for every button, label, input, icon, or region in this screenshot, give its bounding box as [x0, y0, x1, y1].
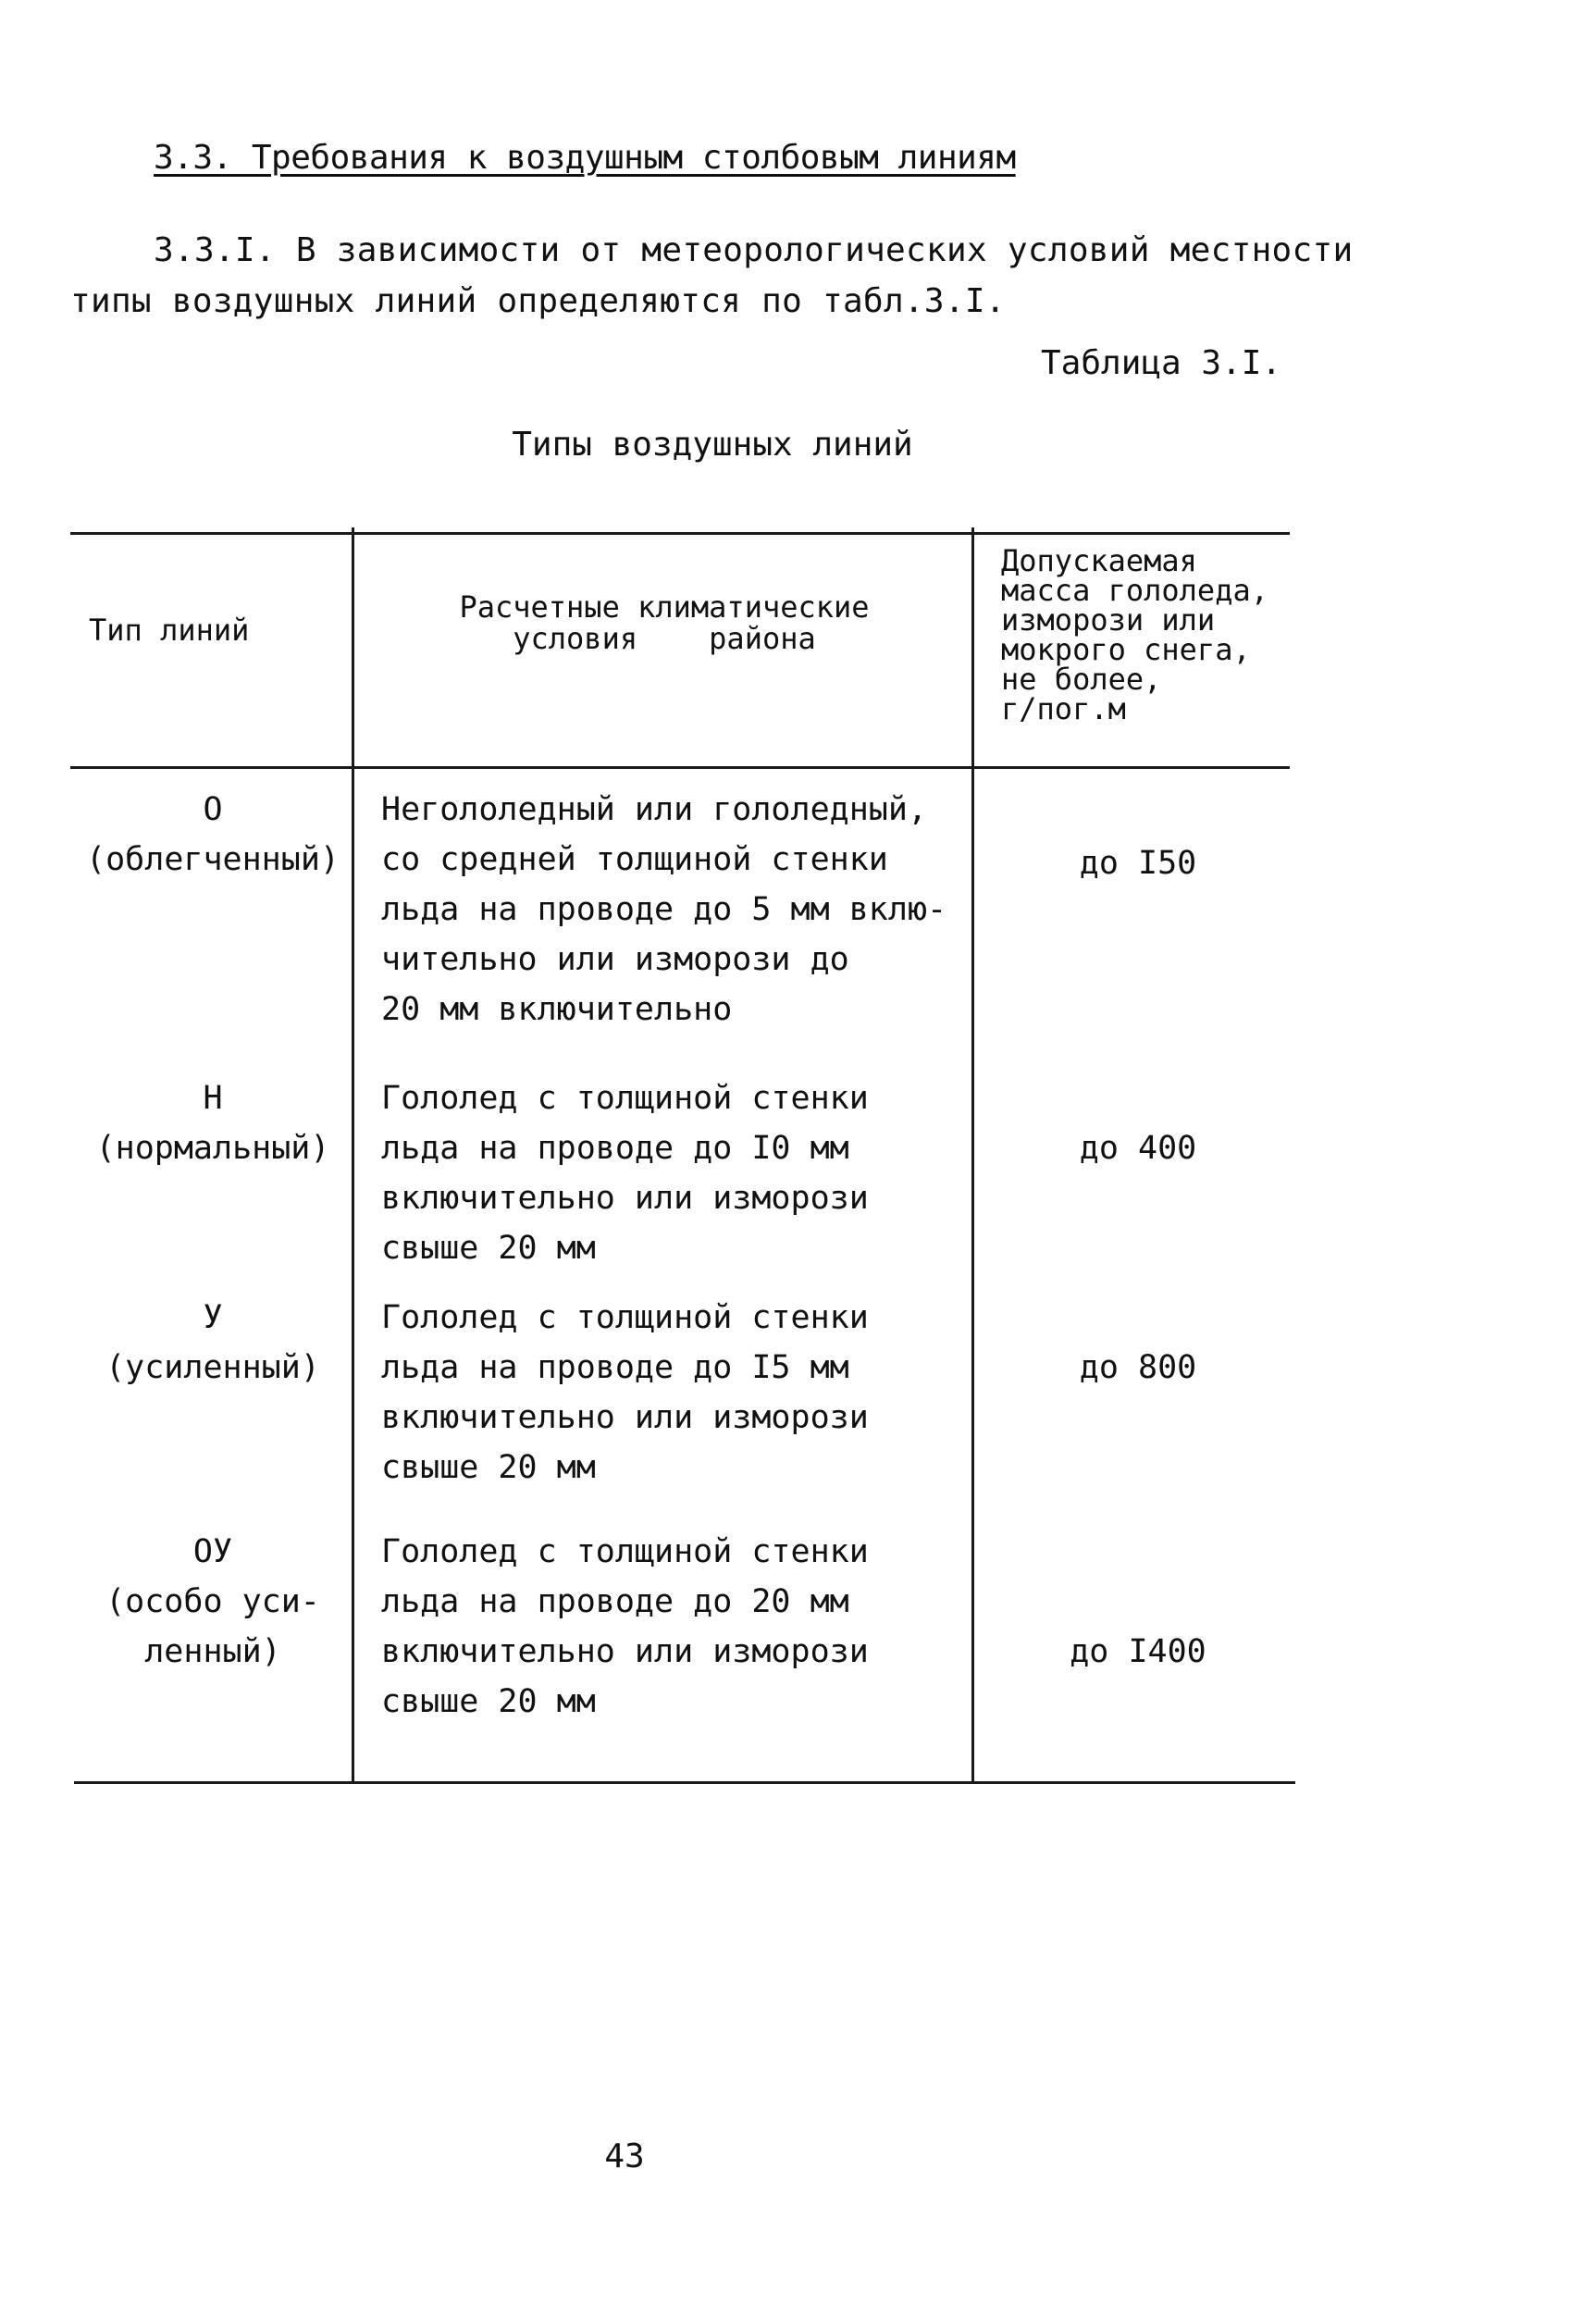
row-4-conditions: Гололед с толщиной стенки льда на проводе до 20 мм включительно или изморози свыше 20 мм	[381, 1533, 869, 1720]
row-4-mass: до I400	[1070, 1633, 1206, 1670]
table-top-rule	[70, 532, 1290, 535]
row-3-conditions: Гололед с толщиной стенки льда на проводе до I5 мм включительно или изморози свыше 20 мм	[381, 1299, 869, 1486]
table-column-divider-1	[352, 527, 354, 1783]
paragraph-line-1: 3.3.I. В зависимости от метеорологических условий местности	[154, 231, 1354, 269]
header-type: Тип линий	[89, 613, 250, 648]
row-1-conditions: Негололедный или гололедный, со средней толщиной стенки льда на проводе до 5 мм вклю- чительно или изморози до 20 мм включительно	[381, 791, 947, 1028]
table-number: Таблица 3.I.	[1041, 344, 1282, 382]
table-title: Типы воздушных линий	[512, 426, 913, 464]
row-1-mass: до I50	[1079, 845, 1197, 882]
row-4-type: ОУ (особо уси- ленный)	[105, 1533, 320, 1670]
section-heading: 3.3. Требования к воздушным столбовым линиям	[154, 139, 1016, 177]
header-mass: Допускаемая масса гололеда, изморози или мокрого снега, не более, г/пог.м	[1001, 543, 1268, 726]
row-3-mass: до 800	[1079, 1349, 1197, 1386]
header-conditions: Расчетные климатические условия района	[459, 589, 870, 656]
table-bottom-rule	[74, 1781, 1295, 1784]
row-1-type: О (облегченный)	[86, 791, 340, 878]
row-2-conditions: Гололед с толщиной стенки льда на проводе до I0 мм включительно или изморози свыше 20 мм	[381, 1080, 869, 1267]
row-2-type: Н (нормальный)	[95, 1080, 330, 1167]
row-2-mass: до 400	[1079, 1130, 1197, 1167]
table-header-rule	[70, 766, 1290, 769]
paragraph-line-2: типы воздушных линий определяются по табл.3.I.	[70, 282, 1006, 320]
row-3-type: У (усиленный)	[105, 1299, 320, 1386]
page-number: 43	[604, 2137, 645, 2175]
